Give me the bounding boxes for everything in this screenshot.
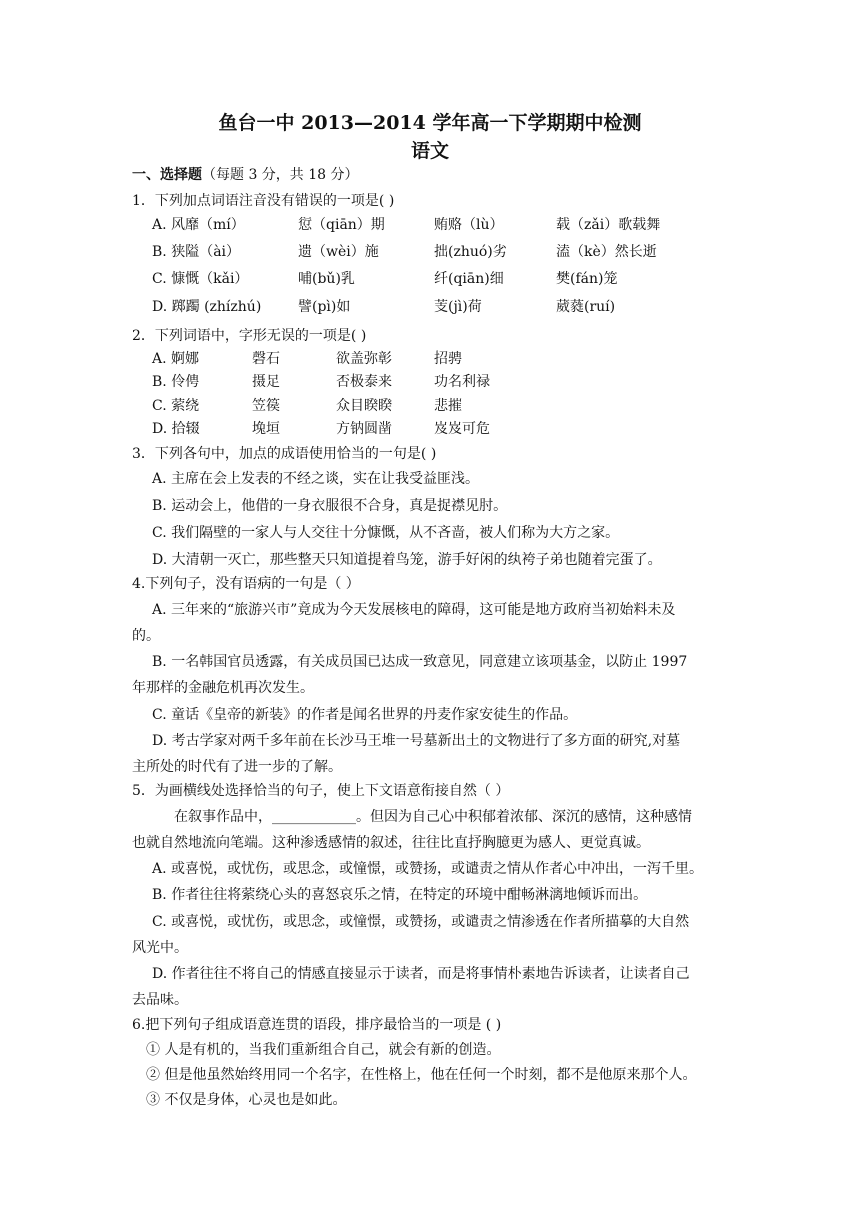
q2-cell: 方钠圆凿 bbox=[336, 421, 392, 437]
q1-cell: A. 风靡（mí） bbox=[152, 217, 245, 233]
q1-cell: 哺(bǔ)乳 bbox=[298, 271, 355, 287]
q4-line: 年那样的金融危机再次发生。 bbox=[132, 680, 314, 696]
section-note: （每题 3 分，共 18 分） bbox=[202, 167, 359, 183]
q5-line: 去品味。 bbox=[132, 992, 188, 1008]
q6-item: ③ 不仅是身体，心灵也是如此。 bbox=[146, 1092, 347, 1108]
q2-cell: 功名利禄 bbox=[434, 374, 490, 390]
q2-cell: 否极泰来 bbox=[336, 374, 392, 390]
exam-subject: 语文 bbox=[410, 140, 449, 162]
q5-line: 风光中。 bbox=[132, 940, 188, 956]
section-heading bbox=[132, 166, 359, 184]
q1-cell: 载（zǎi）歌载舞 bbox=[556, 217, 661, 233]
q5-line: D. 作者往往不将自己的情感直接显示于读者，而是将事情朴素地告诉读者，让读者自己 bbox=[152, 966, 690, 982]
q4-line: 主所处的时代有了进一步的了解。 bbox=[132, 759, 342, 775]
q1-cell: 樊(fán)笼 bbox=[556, 271, 618, 287]
q4-line: A. 三年来的“旅游兴市”竟成为今天发展核电的障碍，这可能是地方政府当初始料未及 bbox=[152, 602, 676, 618]
q6-item: ② 但是他虽然始终用同一个名字，在性格上，他在任何一个时刻，都不是他原来那个人。 bbox=[146, 1067, 697, 1083]
q2-cell: 招骋 bbox=[434, 351, 462, 367]
q5-line: B. 作者往往将萦绕心头的喜怒哀乐之情，在特定的环境中酣畅淋漓地倾诉而出。 bbox=[152, 887, 648, 903]
q2-cell: 岌岌可危 bbox=[434, 421, 490, 437]
question-2-stem: 2．下列词语中，字形无误的一项是( ) bbox=[132, 328, 367, 344]
q1-cell: 拙(zhuó)劣 bbox=[434, 244, 507, 260]
q2-cell: C. 萦绕 bbox=[152, 398, 200, 414]
q1-cell: B. 狭隘（ài） bbox=[152, 244, 241, 260]
q2-cell: 堍垣 bbox=[252, 421, 280, 437]
q1-cell: 愆（qiān）期 bbox=[298, 217, 385, 233]
q3-option: A. 主席在会上发表的不经之谈，实在让我受益匪浅。 bbox=[152, 471, 480, 487]
q2-cell: A. 婀娜 bbox=[152, 351, 200, 367]
q1-cell: 譬(pì)如 bbox=[298, 299, 351, 315]
q5-line: 在叙事作品中，____________。但因为自己心中积郁着浓郁、深沉的感情，这种感情 bbox=[174, 809, 692, 825]
q3-option: B. 运动会上，他借的一身衣服很不合身，真是捉襟见肘。 bbox=[152, 498, 508, 514]
q2-cell: 众目睽睽 bbox=[336, 398, 392, 414]
q4-line: B. 一名韩国官员透露，有关成员国已达成一致意见，同意建立该项基金，以防止 1997 bbox=[152, 654, 688, 670]
q5-line: A. 或喜悦，或忧伤，或思念，或憧憬，或赞扬，或谴责之情从作者心中冲出，一泻千里。 bbox=[152, 861, 704, 877]
q1-cell: 芰(jì)荷 bbox=[434, 299, 482, 315]
q6-item: ① 人是有机的，当我们重新组合自己，就会有新的创造。 bbox=[146, 1042, 501, 1058]
question-4-stem: 4.下列句子，没有语病的一句是（ ） bbox=[132, 576, 360, 592]
q2-cell: 笠篌 bbox=[252, 398, 280, 414]
q2-cell: D. 拾辍 bbox=[152, 421, 200, 437]
q4-line: C. 童话《皇帝的新装》的作者是闻名世界的丹麦作家安徒生的作品。 bbox=[152, 707, 578, 723]
question-6-stem: 6.把下列句子组成语意连贯的语段，排序最恰当的一项是 ( ) bbox=[132, 1017, 502, 1033]
question-5-stem: 5．为画横线处选择恰当的句子，使上下文语意衔接自然（ ） bbox=[132, 783, 510, 799]
q5-line: C. 或喜悦，或忧伤，或思念，或憧憬，或赞扬，或谴责之情渗透在作者所描摹的大自然 bbox=[152, 914, 690, 930]
question-3-stem: 3．下列各句中，加点的成语使用恰当的一句是( ) bbox=[132, 446, 437, 462]
q1-cell: C. 慷慨（kǎi） bbox=[152, 271, 249, 287]
q2-cell: 欲盖弥彰 bbox=[336, 351, 392, 367]
q1-cell: 纤(qiān)细 bbox=[434, 271, 504, 287]
q1-cell: 葳蕤(ruí) bbox=[556, 299, 616, 315]
q1-cell: 贿赂（lù） bbox=[434, 217, 504, 233]
exam-title: 鱼台一中 2013—2014 学年高一下学期期中检测 bbox=[218, 112, 642, 134]
q1-cell: D. 踯躅 (zhízhú) bbox=[152, 299, 262, 315]
q5-line: 也就自然地流向笔端。这种渗透感情的叙述，往往比直抒胸臆更为感人、更觉真诚。 bbox=[132, 835, 650, 851]
q1-cell: 遗（wèi）施 bbox=[298, 244, 379, 260]
q2-cell: 悲摧 bbox=[434, 398, 462, 414]
question-1-stem: 1．下列加点词语注音没有错误的一项是( ) bbox=[132, 193, 395, 209]
q2-cell: 摄足 bbox=[252, 374, 280, 390]
q3-option: C. 我们隔壁的一家人与人交往十分慷慨，从不吝啬，被人们称为大方之家。 bbox=[152, 525, 620, 541]
q4-line: 的。 bbox=[132, 628, 160, 644]
q2-cell: 磬石 bbox=[252, 351, 280, 367]
q3-option: D. 大清朝一灭亡，那些整天只知道提着鸟笼，游手好闲的纨袴子弟也随着完蛋了。 bbox=[152, 552, 662, 568]
q4-line: D. 考古学家对两千多年前在长沙马王堆一号墓新出土的文物进行了多方面的研究,对墓 bbox=[152, 733, 681, 749]
section-title: 一、选择题 bbox=[132, 167, 202, 183]
q2-cell: B. 伶俜 bbox=[152, 374, 200, 390]
q1-cell: 溘（kè）然长逝 bbox=[556, 244, 657, 260]
